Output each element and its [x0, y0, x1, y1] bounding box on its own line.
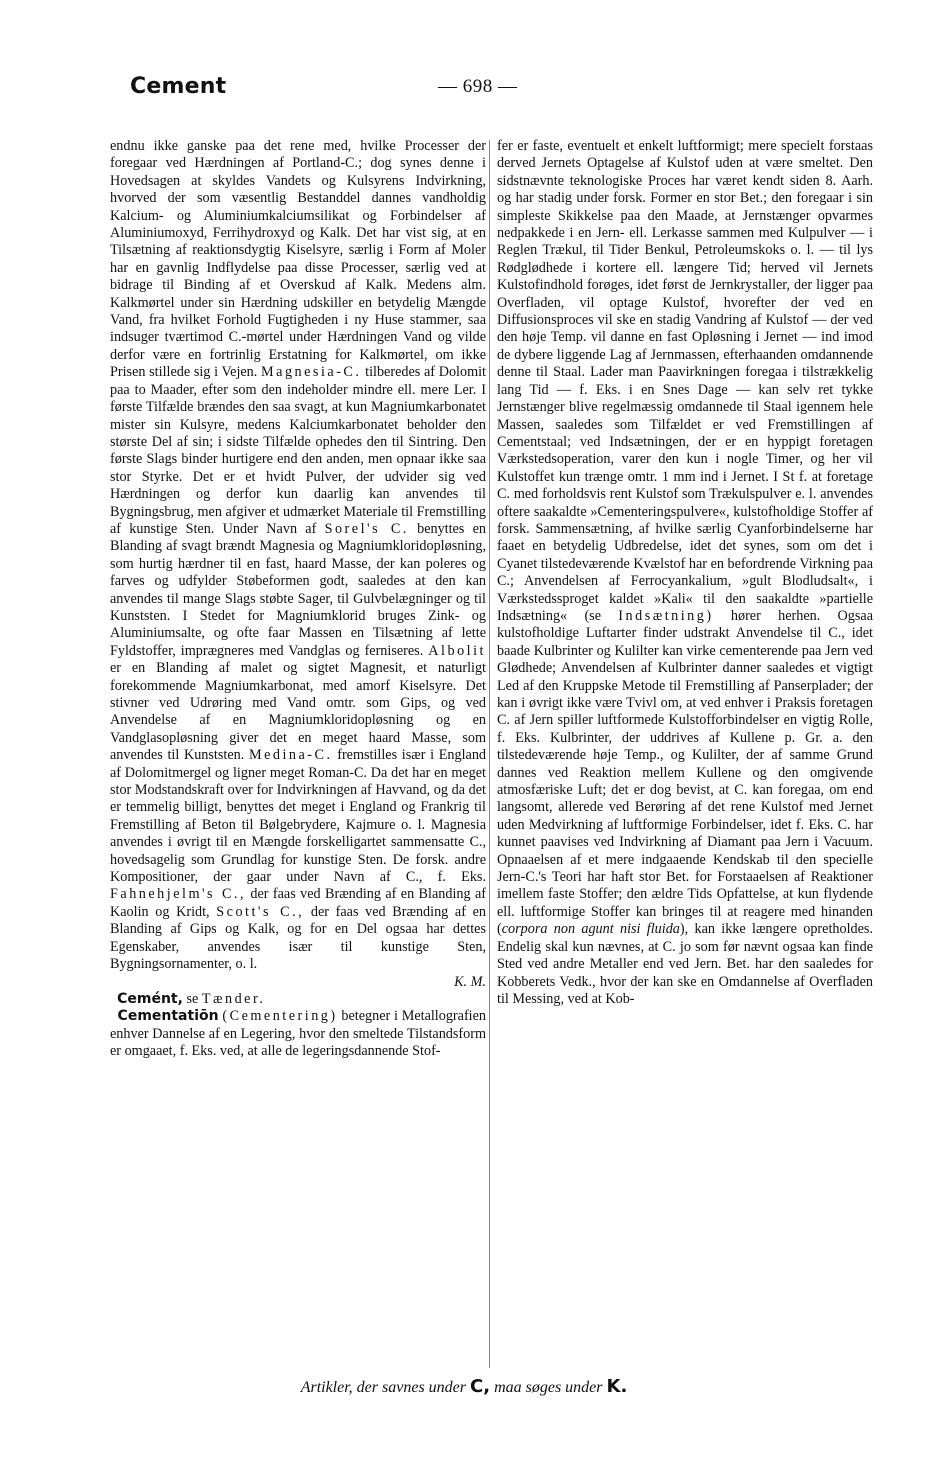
- paragraph-text: fremstilles især i England af Dolomitmergel og ligner meget Roman-C. Da det har en meget stor Modstandskraft over for Indvirkningen af Havvand, og da det er temmelig billigt, benyttes det meget i England og Frankrig til Fremstilling af Beton til Bølgebrydere, Kajmure o. l. Magnesia anvendes i øvrigt til en Mængde forskelligartet sammensatte C., hovedsagelig som Grundlag for kunstige Sten. De forsk. andre Kompositioner, der gaar under Navn af C., f. Eks.: [110, 747, 486, 886]
- paragraph-text: hører herhen. Ogsaa kulstofholdige Luftarter finder udstrakt Anvendelse til C., idet baade Kulbrinter og Kulilter kan virke cementerende paa Jern ved Glødhede; Anvendelsen af Kulbrinter danner saaledes et vigtigt Led af den Kruppske Metode til Fremstilling af Panserplader; der kan i øvrigt ikke være Tvivl om, at ved enhver i Praksis foretagen C. af Jern spiller luftformede Kulstofforbindelser en vigtig Rolle, f. Eks. Kulbrinter, der uddrives af Kullene p. Gr. a. den tilstedeværende høje Temp., og Kulilter, der af samme Grund dannes ved Reaktion mellem Kullene og den omgivende atmosfæriske Luft; det er dog bevist, at C. kan foregaa, om end langsomt, allerede ved Berøring af det rene Kulstof med Jernet uden Medvirkning af luftformige Forbindelser, idet f. Eks. C. har kunnet paavises ved Indvirkning af Diamant paa Jern i Vacuum. Opnaaelsen af et mere indgaaende Kendskab til den specielle Jern-C.'s Teori har haft stor Bet. for Forstaaelsen af Reaktioner imellem faste Stoffer; den ældre Tids Opfattelse, at kun flydende ell. luftformige Stoffer kan bringes til at reagere med hinanden (: [497, 607, 873, 938]
- page-number: — 698 —: [438, 76, 518, 97]
- term-sorel-cement: Sorel's C.: [324, 520, 409, 537]
- paragraph-text: ), kan ikke længere opretholdes. Endelig skal kun nævnes, at C. jo som før nævnt ogsaa kan finde Sted ved andre Metaller end ved Jern. Bet. har den saaledes for Kobberets Vedk., hvor der kan ske en Omdannelse af Overfladen til Messing, ved at Kob-: [497, 921, 873, 1007]
- paragraph-text: tilberedes af Dolomit paa to Maader, efter som den indeholder mindre ell. mere Ler. I første Tilfælde brændes den saa svagt, at kun Magniumkarbonatet mister sin Kulsyre, medens Kalciumkarbonatet beholder den største Del af sin; i sidste Tilfælde ophedes den til Sintring. Den første Slags binder hurtigere end den anden, men opnaar ikke saa stor Styrke. Det er et hvidt Pulver, der udvider sig ved Hærdningen og derfor kun daarlig kan anvendes til Bygningsbrug, men afgiver et udmærket Materiale til Fremstilling af kunstige Sten. Under Navn af: [110, 364, 486, 537]
- term-albolit: Albolit: [428, 642, 486, 659]
- paragraph-text: der faas ved Brænding af en Blanding af Kaolin og Kridt,: [110, 886, 486, 920]
- term-indsaetning: Indsætning): [618, 607, 714, 624]
- column-divider: [489, 140, 490, 1368]
- term-scott-cement: Scott's C.,: [216, 903, 305, 920]
- paragraph-text: fer er faste, eventuelt et enkelt luftformigt; mere specielt forstaas derved Jernets Optagelse af Kulstof uden at være smeltet. Den sidstnævnte teknologiske Proces har været kendt siden 8. Aarh. og har stadig under forsk. Former en stor Bet.; den foregaar i sin simpleste Skikkelse paa den Maade, at Jernstænger opvarmes nedpakkede i en Jern- ell. Lerkasse sammen med Kulpulver — i Reglen Trækul, til Tider Benkul, Petroleumskoks o. l. — til lys Rødglødhede i kortere ell. længere Tid; herved vil Jernets Kulstofindhold forøges, idet først de Jernkrystaller, der ligger paa Overfladen, vil optage Kulstof, hvorefter der ved en Diffusionsproces vil ske en stadig Vandring af Kulstof — der ved den høje Temp. vil danne en fast Opløsning i Jernet — ind imod de dybere liggende Lag af Jernmassen, efterhaanden omdannende denne til Staal. Lader man Paavirkningen foregaa i tilstrækkelig lang Tid — f. Eks. i en Snes Dage — kan selv ret tykke Jernstænger blive regelmæssig omdannede til Staal igennem hele Massen, saaledes som Tilfældet er ved Fremstillingen af Cementstaal; ved Indsætningen, der er en hyppigt foretagen Værkstedsoperation, varer den kun i nogle Timer, og her vil Kulstoffet kun trænge omtr. 1 mm ind i Jernet. I St f. at foretage C. med forholdsvis rent Kulstof som Trækulspulver e. l. anvendes oftere saakaldte »Cementeringspulvere«, kulstofholdige Stoffer af forsk. Sammensætning, af hvilke særlig Cyanforbindelserne har faaet en betydelig Udbredelse, idet det synes, som om det i Cyanet tilstedeværende Kvælstof har en befordrende Virkning paa C.; Anvendelsen af Ferrocyankalium, »gult Blodludsalt«, i Værkstedssproget kaldet »Kali« til den saakaldte »partielle Indsætning« (se: [497, 138, 873, 624]
- running-head-title: Cement: [130, 74, 227, 99]
- entry-headword: Cemént,: [117, 990, 183, 1007]
- footer-text: maa søges under: [494, 1379, 603, 1396]
- entry-ref-target: Tænder.: [201, 990, 266, 1007]
- term-fahnehjelm-cement: Fahnehjelm's C.,: [110, 886, 247, 903]
- author-signature: [110, 974, 486, 991]
- entry-text: betegner i Metallografien enhver Dannelse af en Legering, hvor den smeltede Tilstandsform er omgaaet, f. Eks. ved, at alle de legeringsdannende Stof-: [110, 1008, 486, 1060]
- footer-letter-k: K.: [606, 1376, 628, 1397]
- signature-text: K. M.: [454, 973, 486, 990]
- paragraph-text: benyttes en Blanding af svagt brændt Magnesia og Magniumkloridopløsning, som hurtig hærdner til en fast, haard Masse, der kan poleres og farves og udfylder Støbeformen godt, saaledes at den kan anvendes til mange Slags støbte Sager, til Gulvbelægninger og til Kunststen. I Stedet for Magniumklorid bruges Zink- og Aluminiumsalte, og ofte faar Massen en Tilsætning af lette Fyldstoffer, imprægneres med Vandglas og ferniseres.: [110, 520, 486, 659]
- left-column-body: [110, 138, 486, 974]
- page-footer: [0, 1376, 928, 1397]
- paragraph-text: endnu ikke ganske paa det rene med, hvilke Processer der foregaar ved Hærdningen af Portland-C.; dog synes denne i Hovedsagen at skyldes Vandets og Kulsyrens Indvirkning, hvorved der som væsentlig Bestanddel dannes vandholdig Kalcium- og Aluminiumkalciumsilikat og Forbindelser af Aluminiumoxyd, Ferrihydroxyd og Kalk. Det har vist sig, at en Tilsætning af reaktionsdygtig Kiselsyre, særlig i Form af Moler har en gavnlig Indflydelse paa disse Processer, særlig ved at bidrage til Binding af et Overskud af Kalk. Medens alm. Kalkmørtel under sin Hærdning udskiller en betydelig Mængde Vand, fra hvilket Forhold Fugtigheden i ny Huse stammer, saa indsuger tværtimod C.-mørtel under Hærdningen Vand og vilde derfor være en fortrinlig Erstatning for Kalkmørtel, om ikke Prisen stillede sig i Vejen.: [110, 138, 486, 381]
- right-column-body: [497, 138, 873, 1008]
- paragraph-text: er en Blanding af malet og sigtet Magnesit, et naturligt forekommende Magniumkarbonat, med amorf Kiselsyre. Det stivner ved Udrøring med Vand omtr. som Gips, og ved Anvendelse af en Magniumkloridopløsning og en Vandglasopløsning giver det en meget haard Masse, som anvendes til Kunststen.: [110, 660, 486, 764]
- entry-headword: Cementatiōn: [117, 1008, 219, 1025]
- page-header: [130, 74, 870, 106]
- term-magnesia-cement: Magnesia-C.: [261, 364, 362, 381]
- entry-ref: se: [186, 990, 199, 1007]
- left-column: [110, 138, 486, 1370]
- term-medina-cement: Medina-C.: [248, 747, 333, 764]
- entry-cement: [110, 991, 486, 1008]
- footer-letter-c: C,: [470, 1376, 491, 1397]
- footer-text: Artikler, der savnes under: [300, 1379, 466, 1396]
- paragraph-text: der faas ved Brænding af en Blanding af Gips og Kalk, og for en Del ogsaa har dettes Egenskaber, anvendes især til kunstige Sten, Bygningsornamenter, o. l.: [110, 903, 486, 973]
- entry-alt-term: (Cementering): [222, 1008, 338, 1025]
- right-column: [497, 138, 873, 1370]
- entry-cementation: [110, 1008, 486, 1060]
- latin-quote: corpora non agunt nisi fluida: [501, 921, 680, 938]
